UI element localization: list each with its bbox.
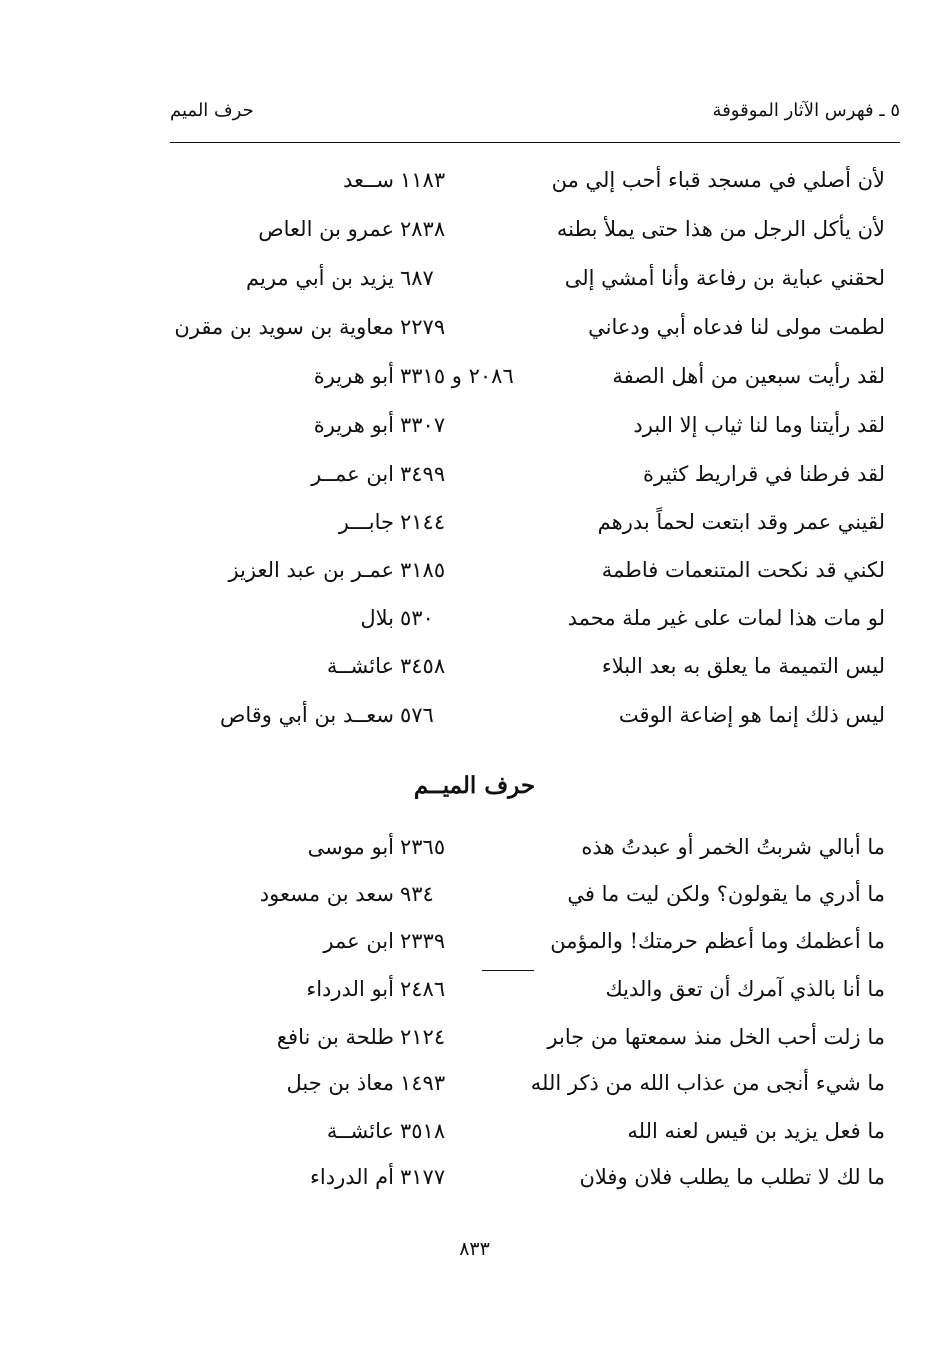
entry-text: لقد فرطنا في قراريط كثيرة [642, 462, 885, 486]
entry-number: ٣١٧٧ [400, 1165, 446, 1189]
index-entry [0, 606, 949, 646]
entry-text: لو مات هذا لمات على غير ملة محمد [567, 606, 885, 630]
entry-text: ما شيء أنجى من عذاب الله من ذكر الله [530, 1071, 885, 1095]
index-entry [0, 510, 949, 550]
entry-narrator: أبو موسى [307, 835, 394, 859]
entry-text: ما أعظمك وما أعظم حرمتك! والمؤمن [550, 929, 885, 953]
header-letter-title: حرف الميم [170, 100, 254, 121]
entry-narrator: عائشــة [326, 1119, 394, 1143]
running-header [170, 100, 900, 136]
entry-text: لطمت مولى لنا فدعاه أبي ودعاني [588, 315, 885, 339]
entry-narrator: أبو الدرداء [306, 977, 394, 1001]
entry-text: ما زلت أحب الخل منذ سمعتها من جابر [547, 1025, 885, 1049]
index-entry [0, 558, 949, 598]
entry-number: ٣١٨٥ [400, 558, 446, 582]
entry-number: ٥٣٠ [400, 606, 434, 630]
entry-text: لأن أصلي في مسجد قباء أحب إلي من [551, 168, 885, 192]
entry-number: ١١٨٣ [400, 168, 446, 192]
entry-text: لقد رأيتنا وما لنا ثياب إلا البرد [633, 413, 885, 437]
index-entry [0, 1119, 949, 1159]
index-entry [0, 364, 949, 404]
entry-narrator: أبو هريرة [313, 364, 394, 388]
header-divider [170, 142, 900, 143]
entry-text: لكني قد نكحت المتنعمات فاطمة [601, 558, 885, 582]
entry-narrator: عمرو بن العاص [258, 217, 394, 241]
entry-narrator: جابـــر [338, 510, 394, 534]
number-overline [482, 970, 534, 971]
entry-narrator: معاذ بن جبل [286, 1071, 394, 1095]
entry-text: لأن يأكل الرجل من هذا حتى يملأ بطنه [556, 217, 885, 241]
entry-narrator: سعد بن مسعود [259, 882, 394, 906]
entry-text: ما أبالي شربتُ الخمر أو عبدتُ هذه [581, 835, 885, 859]
entry-narrator: طلحة بن نافع [276, 1025, 394, 1049]
entry-text: ما أدري ما يقولون؟ ولكن ليت ما في [567, 882, 885, 906]
index-entry [0, 1165, 949, 1205]
entry-number: ٣٤٥٨ [400, 654, 446, 678]
index-entry [0, 929, 949, 969]
entry-text: ما أنا بالذي آمرك أن تعق والديك [605, 977, 885, 1001]
entry-number: ١٤٩٣ [400, 1071, 446, 1095]
entry-number: ٢٨٣٨ [400, 217, 446, 241]
entry-narrator: ســعد [342, 168, 394, 192]
entry-number: ٢١٢٤ [400, 1025, 446, 1049]
index-entry [0, 315, 949, 355]
entry-number: ٢٣٦٥ [400, 835, 446, 859]
section-heading: حرف الميــم [413, 772, 536, 799]
entry-narrator: عمـر بن عبد العزيز [228, 558, 394, 582]
index-entry [0, 413, 949, 453]
entry-number: ٣٣٠٧ [400, 413, 446, 437]
entry-text: لحقني عباية بن رفاعة وأنا أمشي إلى [564, 266, 885, 290]
entry-narrator: أبو هريرة [313, 413, 394, 437]
entry-number: ٦٨٧ [400, 266, 434, 290]
entry-text: ليس التميمة ما يعلق به بعد البلاء [601, 654, 885, 678]
entry-text: ليس ذلك إنما هو إضاعة الوقت [618, 703, 885, 727]
entry-number: ٢٢٧٩ [400, 315, 446, 339]
entry-number: ٥٧٦ [400, 703, 434, 727]
entry-text: ما فعل يزيد بن قيس لعنه الله [627, 1119, 885, 1143]
entry-number: ٢١٤٤ [400, 510, 446, 534]
header-section-title: ٥ ـ فهرس الآثار الموقوفة [712, 100, 900, 121]
entry-number: ٢٠٨٦ و ٣٣١٥ [400, 364, 514, 388]
index-entry [0, 266, 949, 306]
index-entry [0, 1025, 949, 1065]
entry-number: ٣٥١٨ [400, 1119, 446, 1143]
index-entry [0, 217, 949, 257]
entry-narrator: سعــد بن أبي وقاص [219, 703, 394, 727]
index-entry [0, 835, 949, 875]
entry-narrator: بلال [360, 606, 394, 630]
index-entry [0, 977, 949, 1017]
page-number: ٨٣٣ [459, 1238, 490, 1260]
index-entry [0, 882, 949, 922]
entry-narrator: معاوية بن سويد بن مقرن [174, 315, 394, 339]
entry-number: ٢٤٨٦ [400, 977, 446, 1001]
index-entry [0, 1071, 949, 1111]
entry-text: لقد رأيت سبعين من أهل الصفة [612, 364, 885, 388]
index-entry [0, 462, 949, 502]
entry-narrator: ابن عمــر [311, 462, 394, 486]
index-entry [0, 168, 949, 208]
entry-narrator: ابن عمر [323, 929, 394, 953]
entry-number: ٩٣٤ [400, 882, 434, 906]
entry-narrator: عائشــة [326, 654, 394, 678]
entry-text: لقيني عمر وقد ابتعت لحماً بدرهم [597, 510, 885, 534]
entry-text: ما لك لا تطلب ما يطلب فلان وفلان [579, 1165, 885, 1189]
entry-narrator: أم الدرداء [310, 1165, 394, 1189]
entry-narrator: يزيد بن أبي مريم [246, 266, 394, 290]
index-entry [0, 654, 949, 694]
entry-number: ٢٣٣٩ [400, 929, 446, 953]
entry-number: ٣٤٩٩ [400, 462, 446, 486]
index-entry [0, 703, 949, 743]
